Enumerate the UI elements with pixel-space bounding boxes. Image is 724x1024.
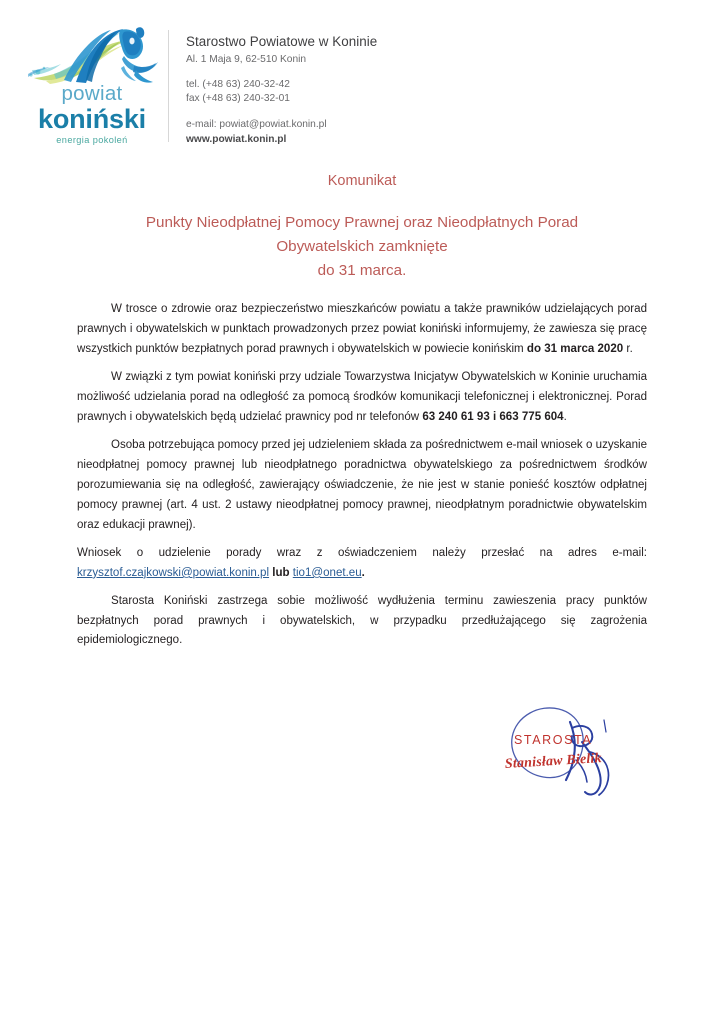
paragraph-4-conjunction: lub: [269, 566, 293, 579]
page-title: [62, 211, 662, 283]
paragraph-1-text-a: W trosce o zdrowie oraz bezpieczeństwo mieszkańców powiatu a także prawników udzielających porad prawnych i obywatelskich w punktach prowadzonych przez powiat koniński informujemy, że zawiesza się pracę wszystkich punktów bezpłatnych porad prawnych i obywatelskich w powiecie konińskim: [77, 303, 647, 355]
page-title-line-3: do 31 marca.: [317, 261, 407, 279]
paragraph-2-text-b: .: [563, 410, 567, 423]
contact-email-line: [186, 118, 486, 133]
organization-logo: [22, 26, 162, 144]
title-kicker: Komunikat: [327, 173, 397, 189]
paragraph-2-text-a: W związki z tym powiat koniński przy udziale Towarzystwa Inicjatyw Obywatelskich w Koninie uruchamia możliwość udzielania porad na odległość za pomocą środków komunikacji telefonicznej i elektronicznej. Porad prawnych i obywatelskich będą udzielać prawnicy pod nr telefonów: [77, 371, 647, 423]
stamp-title-text: STAROSTA: [514, 733, 593, 747]
organization-address: Al. 1 Maja 9, 62-510 Konin: [186, 53, 307, 65]
body-paragraph-1: [77, 300, 647, 360]
body-paragraph-3: Osoba potrzebująca pomocy przed jej udzieleniem składa za pośrednictwem e-mail wniosek o uzyskanie nieodpłatnej pomocy prawnej lub nieodpłatnego poradnictwa obywatelskiego za pośrednictwem środków porozumiewania się na odległość, zawierający oświadczenie, że nie jest w stanie ponieść kosztów odpłatnej pomocy prawnej (art. 4 ust. 2 ustawy nieodpłatnej pomocy prawnej, nieodpłatnym poradnictwie obywatelskim oraz edukacji prawnej).: [77, 439, 647, 531]
contact-web-group: [186, 118, 486, 148]
stamp-signer-name: Stanisław Bielik: [504, 751, 603, 772]
email-link-tio1[interactable]: tio1@onet.eu: [292, 566, 362, 579]
powiat-koninski-horse-logo-icon: [24, 26, 160, 88]
paragraph-1-bold-date: do 31 marca 2020: [526, 342, 624, 355]
body-paragraph-5: Starosta Koniński zastrzega sobie możliwość wydłużenia terminu zawieszenia pracy punktów bezpłatnych porad prawnych i obywatelskich, w przypadku przedłużającego się zagrożenia epidemiologicznego.: [77, 594, 647, 647]
official-stamp-and-signature: [486, 702, 646, 814]
contact-phone-group: [186, 78, 486, 108]
letterhead-divider: [168, 30, 169, 142]
contact-email-label: e-mail:: [186, 119, 220, 131]
paragraph-2-bold-phones: 63 240 61 93 i 663 775 604: [422, 410, 564, 423]
contact-website: www.powiat.konin.pl: [186, 133, 287, 145]
logo-wordmark: [22, 84, 162, 145]
logo-wordmark-koninski: koniński: [38, 103, 146, 134]
contact-fax: fax (+48 63) 240-32-01: [186, 93, 290, 105]
logo-tagline: energia pokoleń: [56, 134, 128, 145]
organization-name: Starostwo Powiatowe w Koninie: [186, 34, 378, 49]
page-title-line-2: Obywatelskich zamknięte: [276, 237, 448, 255]
body-paragraph-2: [77, 368, 647, 428]
contact-email: powiat@powiat.konin.pl: [219, 119, 327, 131]
letterhead-contact-block: [186, 34, 486, 148]
email-link-krzysztof-czajkowski[interactable]: krzysztof.czajkowski@powiat.konin.pl: [77, 566, 270, 579]
logo-wordmark-powiat: powiat: [61, 82, 123, 105]
page-title-line-1: Punkty Nieodpłatnej Pomocy Prawnej oraz Nieodpłatnych Porad: [145, 213, 579, 231]
letterhead: [0, 0, 724, 160]
document-title-block: [62, 172, 662, 283]
paragraph-1-text-b: r.: [623, 342, 633, 355]
paragraph-4-text-a: Wniosek o udzielenie porady wraz z oświadczeniem należy przesłać na adres e-mail:: [77, 546, 647, 559]
contact-phone: tel. (+48 63) 240-32-42: [186, 78, 290, 90]
body-paragraph-4: [77, 544, 647, 584]
document-body: [77, 300, 647, 660]
paragraph-4-text-b: .: [361, 566, 365, 579]
